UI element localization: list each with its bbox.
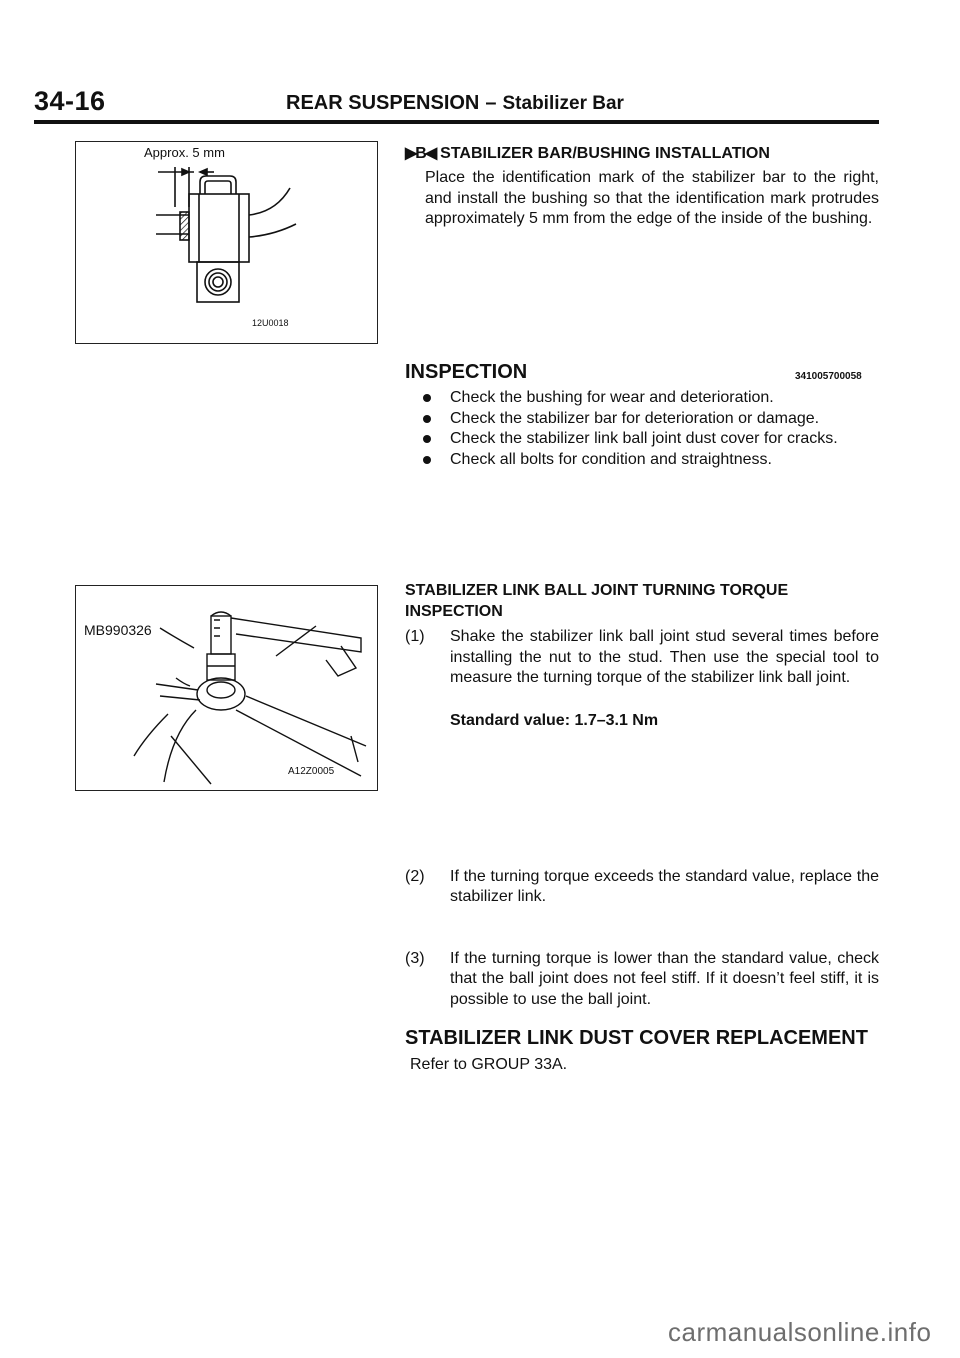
- torque-title-line2: INSPECTION: [405, 603, 503, 620]
- list-item-text: Check all bolts for condition and straightness.: [450, 450, 772, 468]
- inspection-code: 341005700058: [795, 371, 862, 382]
- bushing-illustration: [76, 142, 377, 343]
- section-title: REAR SUSPENSION: [286, 92, 480, 114]
- watermark-text: carmanualsonline.info: [668, 1317, 932, 1347]
- bullet-icon: [423, 456, 431, 464]
- step-number: (1): [405, 628, 425, 645]
- installation-marker: ▶B◀: [405, 145, 436, 162]
- list-item-text: Check the stabilizer link ball joint dust cover for cracks.: [450, 430, 838, 447]
- list-item: [421, 409, 881, 430]
- page-number: 34-16: [34, 86, 106, 116]
- inspection-list: [421, 388, 881, 470]
- dust-cover-title: STABILIZER LINK DUST COVER REPLACEMENT: [405, 1027, 868, 1049]
- step-number: (2): [405, 867, 425, 885]
- tool-number-label: MB990326: [84, 622, 152, 638]
- bullet-icon: [423, 415, 431, 423]
- bullet-icon: [423, 435, 431, 443]
- approx-dimension-label: Approx. 5 mm: [144, 145, 225, 160]
- standard-value: Standard value: 1.7–3.1 Nm: [450, 712, 659, 729]
- title-separator: –: [485, 92, 497, 114]
- installation-heading: [405, 143, 770, 163]
- inspection-title: INSPECTION: [405, 361, 528, 383]
- step-text: Shake the stabilizer link ball joint stud several times before installing the nut to the stud. Then use the special tool to measure the turning torque of the stabilizer link ball joint.: [450, 628, 879, 686]
- figure-bushing-diagram: [75, 141, 378, 344]
- list-item: [421, 429, 881, 450]
- dust-cover-body: Refer to GROUP 33A.: [410, 1056, 568, 1073]
- figure-code: A12Z0005: [288, 766, 335, 777]
- step-text: If the turning torque is lower than the standard value, check that the ball joint does not feel stiff. If it doesn’t feel stiff, it is possible to use the ball joint.: [450, 949, 879, 1008]
- torque-step-3: [405, 949, 879, 1011]
- torque-step-1: [405, 627, 879, 689]
- installation-body: Place the identification mark of the stabilizer bar to the right, and install the bushing so that the identification mark protrudes approximately 5 mm from the edge of the inside of the bushing.: [425, 169, 879, 227]
- list-item-text: Check the bushing for wear and deterioration.: [450, 389, 774, 406]
- torque-title-line1: STABILIZER LINK BALL JOINT TURNING TORQUE: [405, 582, 789, 599]
- step-text: If the turning torque exceeds the standard value, replace the stabilizer link.: [450, 867, 879, 905]
- header-rule: [34, 120, 879, 124]
- figure-special-tool: [75, 585, 378, 791]
- bullet-icon: [423, 394, 431, 402]
- figure-code: 12U0018: [252, 318, 289, 328]
- torque-step-2: [405, 867, 879, 908]
- list-item: [421, 450, 881, 471]
- installation-title: STABILIZER BAR/BUSHING INSTALLATION: [440, 145, 770, 162]
- step-number: (3): [405, 949, 425, 967]
- page-title: [286, 92, 624, 115]
- list-item-text: Check the stabilizer bar for deterioration or damage.: [450, 409, 820, 427]
- tool-illustration: [76, 586, 377, 790]
- subsection-title: Stabilizer Bar: [502, 93, 624, 114]
- list-item: [421, 388, 881, 409]
- torque-heading: [405, 580, 788, 622]
